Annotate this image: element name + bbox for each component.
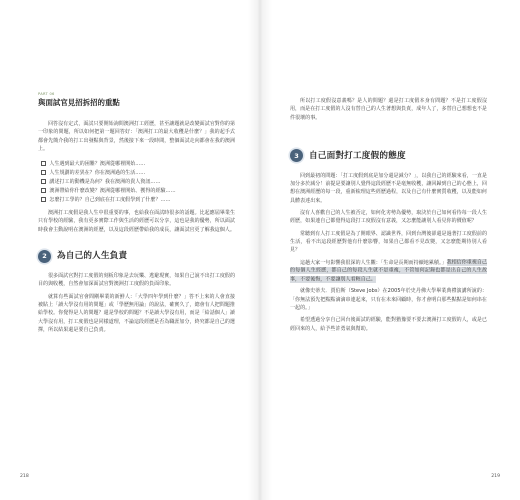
section-title: 自己面對打工度假的態度: [309, 150, 406, 161]
section-header: [38, 248, 235, 264]
quote-lead: 這趟大家一句影響我很深的人生觀：「生命是長期而持續地累積。」: [300, 259, 447, 266]
checklist-item-text: 人生規劃的差異在？你在澳洲過的生活……: [49, 169, 146, 176]
paragraph: 就算有些面試官會問剛畢業的新鮮人：「大學四年學到什麼？」答不上來的人會直接被貼上「讀大學沒有用的問題」或「學歷無用論」的說法，確實久了，總會有人把問題推給學校。你覺得是人的問題？還是學校的問題？不是讀大學沒有用，而是「給話個人」讀大學沒有用，打工度假也是同樣道理，不論這段經歷是否為職涯加分，終究都是自己的選擇，所以結果還是要自己負責。: [38, 293, 235, 333]
left-text-column: [38, 92, 235, 334]
highlighted-text: 我相信你重視自己的每個人生經歷，都自己的每段人生就不是重複，不管如何記錄也都是出自己的人生故事，不要後悔，不要讓別人看輕自己。: [290, 259, 487, 283]
checkbox-icon: [41, 179, 46, 184]
section-title: 為自己的人生負責: [57, 250, 128, 261]
page-number: 218: [20, 474, 29, 479]
checkbox-icon: [41, 170, 46, 175]
checkbox-icon: [41, 197, 46, 202]
paragraph: 澳洲打工度假是我人生中很重要的事，也給我在面試時很多的話題。比起應屆畢業生只有學校的經驗，我有更多實際工作與生活的經歷可以分享，這也是我的優勢，所以面試時我會主動說明在澳洲的經歷，以及這段經歷帶給我的成長，讓面試官更了解我這個人。: [38, 210, 235, 233]
paragraph: 回答沒有定式，面試只要開始詢問澳洲打工經歷，甚至讓題就是改變面試官對你的第一印象的問題，所以如何把第一題回答好：「澳洲打工的最大收穫是什麼？」我的起手式都會先簡介我的打工出發點與背景，然後接下來一段時間，整個面試走向都會在我的澳洲上。: [38, 121, 235, 152]
paragraph: 沒有人喜歡自己的人生被否定，如何化劣勢為優勢，取決於自己如何看待每一段人生經歷，如果連自己都覺得這段打工度假沒有意義，又怎麼能讓別人看見你的價值呢？: [290, 210, 487, 225]
checklist-item-text: 怎麼打工學的？自己到底在打工度假學到了什麼？……: [49, 196, 171, 203]
checklist-item: [38, 195, 235, 204]
chapter-label: PART 06: [38, 92, 55, 96]
section-number-badge: 3: [290, 149, 303, 162]
highlighted-paragraph: [290, 259, 487, 284]
checklist-item: [38, 168, 235, 177]
checklist-item-text: 人生遇到最大的困難？澳洲從哪裡開始……: [49, 160, 146, 167]
paragraph: 所以打工度假沒意義嗎？是人的問題？還是打工度假本身有問題？不是打工度假沒用，而是在打工度假的人沒有替自己的人生著想與負責，成年人了，多替自己想想也不是件很壞的事。: [290, 98, 487, 121]
checklist-item: [38, 186, 235, 195]
paragraph: 回到最初的問題：「打工度假到底是加分還是減分？」，以我自己的經驗來看，一直是加分多於減分！前提是要讓別人覺得這段經歷不是毫無收穫，讓回歸到自己的心態上，回想在澳洲經歷的每一段，重新梳理這些經歷過程，以及自己有什麼實質收穫，以及能如何具體表達出來。: [290, 172, 487, 204]
checklist-item-text: 澳洲帶給你什麼改變？澳洲從哪裡開始、獲得的經驗……: [49, 187, 176, 194]
checkbox-icon: [41, 188, 46, 193]
checklist: [38, 159, 235, 204]
checkbox-icon: [41, 161, 46, 166]
checklist-item-text: 講述打工的動機是為何？我在澳洲的貴人資訊……: [49, 178, 161, 185]
right-page: [260, 0, 520, 500]
paragraph: 常聽到有人打工度假是為了開眼界、認識世界，回到台灣後卻還是過著打工度假前的生活，看不出這段經歷對他有什麼影響，如果自己都看不見改變，又怎麼能期待別人看見？: [290, 230, 487, 254]
book-spine: [248, 0, 272, 500]
right-text-column: [290, 97, 487, 333]
section-header: [290, 148, 487, 164]
page-number: 219: [491, 474, 500, 479]
paragraph: 希望透過分享自己回台後面試的經驗，能對猶豫要不要去澳洲打工度假的人，或是已經回來的人，給予些許勇氣與幫助。: [290, 317, 487, 332]
checklist-item: [38, 177, 235, 186]
paragraph: 很多面試官對打工度假的刻板印象是去玩樂、逃避現實，如果自己說不出打工度假的目的與收穫，自然會加深面試官對澳洲打工度假的負面印象。: [38, 273, 235, 288]
checklist-item: [38, 159, 235, 168]
section-number-badge: 2: [38, 250, 51, 263]
chapter-title: 與面試官見招拆招的重點: [38, 98, 120, 107]
paragraph: 就像史蒂夫．賈伯斯（Steve Jobs）在2005年於史丹佛大學畢業典禮演講所說的：「你無法預先把點點滴滴串連起來，只有在未來回顧時，你才會明白那些點點是如何串在一起的。」: [290, 288, 487, 312]
